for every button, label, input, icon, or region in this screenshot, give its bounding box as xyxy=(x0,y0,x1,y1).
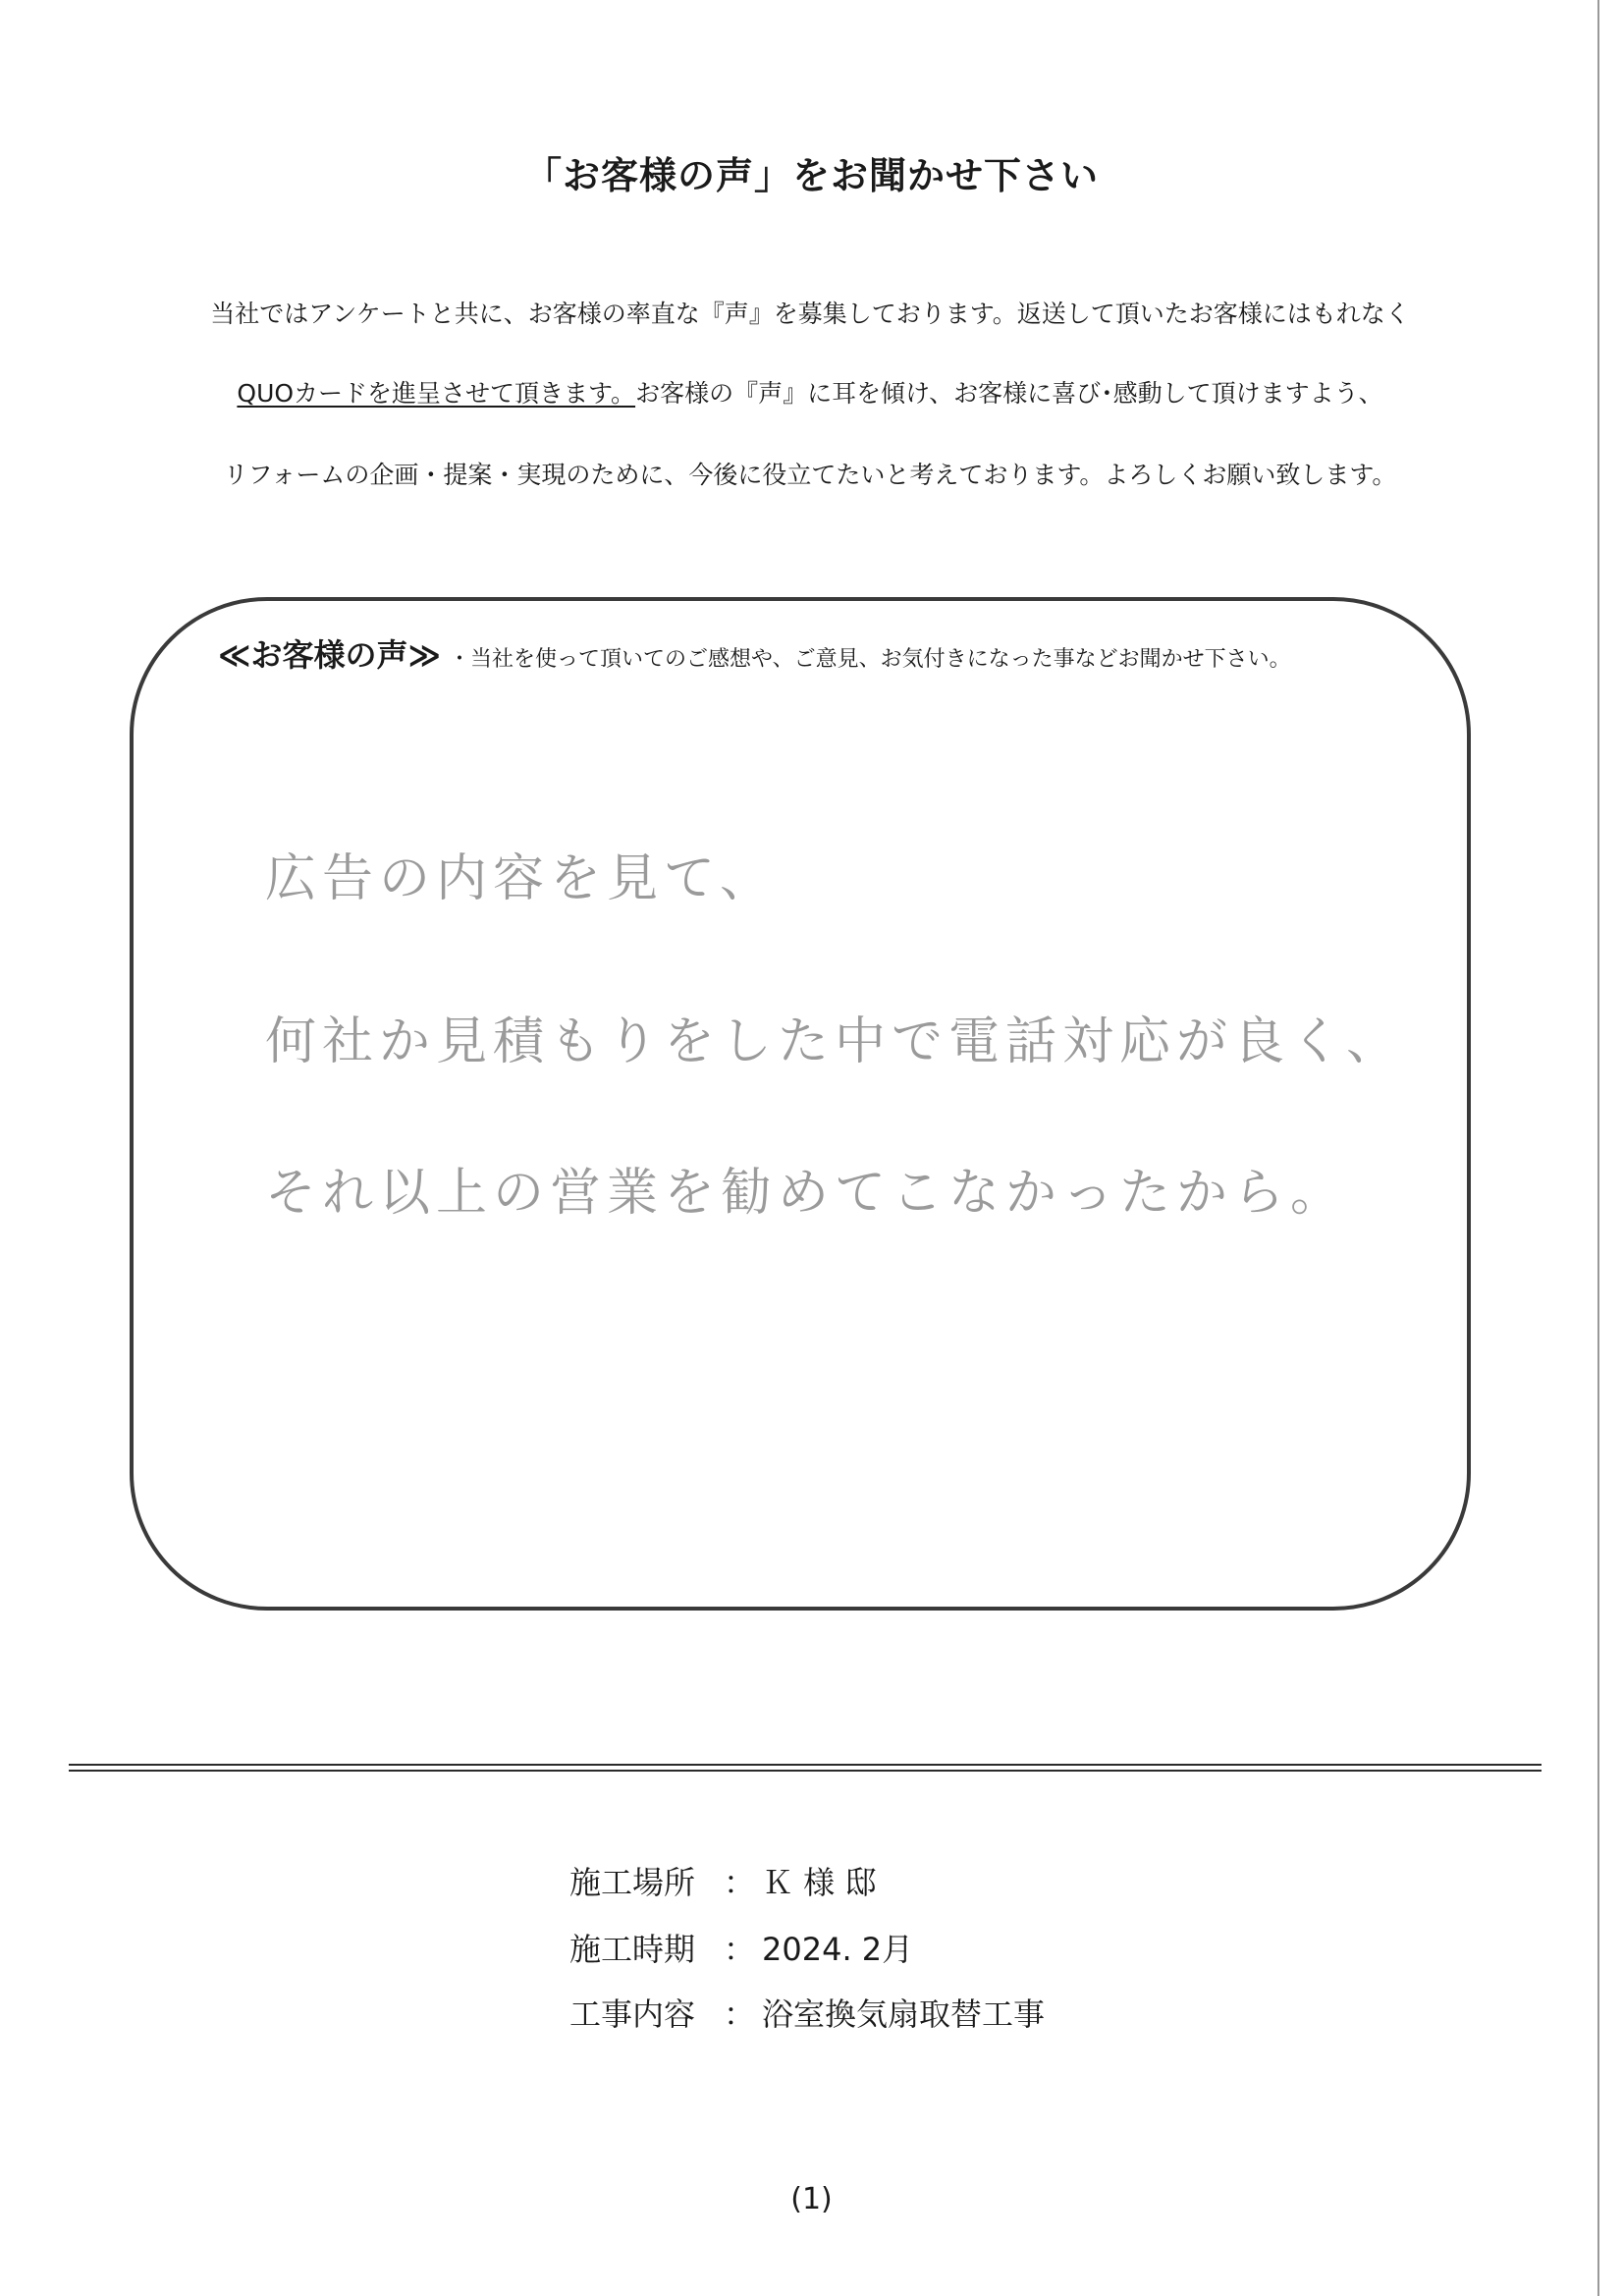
intro-line-3: リフォームの企画・提案・実現のために、今後に役立てたいと考えております。よろしくお願い致します。 xyxy=(223,461,1397,489)
detail-row-work xyxy=(569,1990,1045,2035)
detail-separator: ： xyxy=(723,1995,755,2033)
detail-value: 2024. 2月 xyxy=(762,1931,914,1968)
detail-value: Ｋ 様 邸 xyxy=(762,1864,877,1901)
detail-label: 工事内容 xyxy=(569,1995,696,2033)
voice-box-label: ≪お客様の声≫ xyxy=(218,636,442,674)
intro-line-2 xyxy=(147,374,1473,410)
detail-row-period xyxy=(569,1925,913,1970)
detail-label: 施工時期 xyxy=(569,1931,696,1968)
handwritten-comment-line-1: 広告の内容を見て、 xyxy=(265,849,777,908)
page-edge-line xyxy=(1597,0,1599,2296)
handwritten-comment-line-3: それ以上の営業を勧めてこなかったから。 xyxy=(265,1164,1348,1223)
detail-label: 施工場所 xyxy=(569,1864,696,1901)
detail-separator: ： xyxy=(723,1864,755,1901)
quo-card-offer: QUOカードを進呈させて頂きます。 xyxy=(237,379,636,408)
intro-line-1: 当社ではアンケートと共に、お客様の率直な『声』を募集しております。返送して頂いたお客様にはもれなく xyxy=(210,300,1410,328)
detail-separator: ： xyxy=(723,1931,755,1968)
page-number: (1) xyxy=(790,2182,833,2216)
intro-line-2-rest: お客様の『声』に耳を傾け、お客様に喜び･感動して頂けますよう、 xyxy=(635,379,1383,408)
detail-row-location xyxy=(569,1858,876,1903)
voice-box-header xyxy=(218,630,1445,676)
customer-voice-box xyxy=(130,597,1471,1611)
page-title: 「お客様の声」をお聞かせ下さい xyxy=(523,154,1099,197)
detail-value: 浴室換気扇取替工事 xyxy=(762,1995,1046,2033)
voice-box-prompt: ・当社を使って頂いてのご感想や、ご意見、お気付きになった事などお聞かせ下さい。 xyxy=(449,647,1291,672)
double-divider xyxy=(69,1764,1542,1772)
handwritten-comment-line-2: 何社か見積もりをした中で電話対応が良く、 xyxy=(265,1012,1403,1071)
